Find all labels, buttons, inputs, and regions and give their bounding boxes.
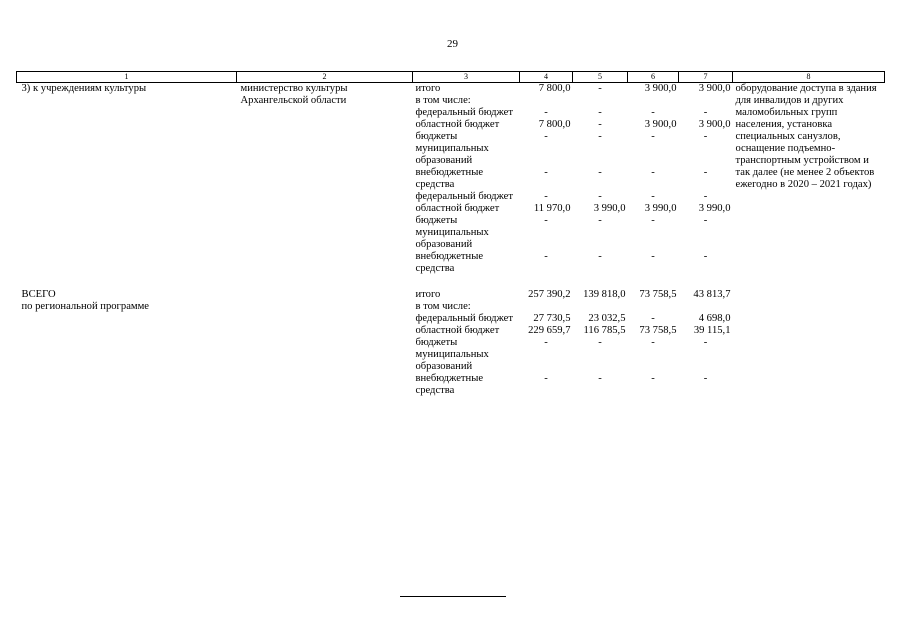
source-label: бюджеты муниципальных образований: [415, 337, 489, 372]
value-c7: -: [703, 107, 708, 118]
col-header-8: 8: [733, 72, 885, 83]
source-label: федеральный бюджет: [415, 191, 514, 202]
value-c7: 3 990,0: [698, 203, 731, 214]
activity-note: оборудование доступа в здания для инвалидов и других маломобильных групп населения, установка специальных санузлов, оснащение подъемно-транспортным устройством и так далее (не менее 2 объектов ежегодно в 2020 – 2021 годах): [735, 83, 877, 190]
source-label: федеральный бюджет: [415, 313, 514, 324]
col-header-7: 7: [679, 72, 733, 83]
section-gap: [17, 275, 885, 289]
source-label: областной бюджет: [415, 325, 500, 336]
value-c6: 3 990,0: [644, 203, 677, 214]
value-c5: -: [598, 107, 602, 118]
source-label: в том числе:: [415, 95, 471, 106]
value-c6: -: [651, 251, 655, 262]
source-label: федеральный бюджет: [415, 107, 514, 118]
value-c7: [679, 301, 733, 313]
value-c7: -: [703, 167, 708, 178]
value-c6: -: [651, 131, 655, 142]
source-label: областной бюджет: [415, 203, 500, 214]
value-c6: [628, 95, 679, 107]
value-c5: -: [598, 167, 602, 178]
value-c4: 7 800,0: [538, 83, 571, 94]
value-c7: 43 813,7: [693, 289, 731, 300]
value-c5: 139 818,0: [583, 289, 626, 300]
value-c5: 116 785,5: [583, 325, 626, 336]
col-header-6: 6: [628, 72, 679, 83]
value-c7: -: [703, 337, 708, 348]
value-c4: -: [544, 215, 548, 226]
column-number-header: [17, 72, 885, 83]
value-c7: -: [703, 215, 708, 226]
footer-rule: [400, 596, 506, 597]
value-c6: -: [651, 313, 655, 324]
section-title: 3) к учреждениям культуры: [21, 83, 147, 94]
total-title-line2: по региональной программе: [21, 301, 150, 312]
value-c7: -: [703, 131, 708, 142]
program-table: [16, 71, 885, 397]
source-label: в том числе:: [415, 301, 471, 312]
value-c4: 7 800,0: [538, 119, 571, 130]
value-c4: 11 970,0: [533, 203, 571, 214]
value-c4: -: [544, 251, 548, 262]
value-c6: -: [651, 373, 655, 384]
value-c4: [520, 95, 573, 107]
value-c5: 3 990,0: [593, 203, 626, 214]
table-row: [17, 289, 885, 301]
value-c5: -: [598, 373, 602, 384]
value-c6: 73 758,5: [639, 289, 677, 300]
value-c7: [679, 95, 733, 107]
value-c4: [520, 301, 573, 313]
page-number: 29: [447, 38, 458, 50]
value-c4: 257 390,2: [528, 289, 571, 300]
total-title-line1: ВСЕГО: [21, 289, 56, 300]
value-c4: -: [544, 131, 548, 142]
value-c6: -: [651, 167, 655, 178]
value-c4: -: [544, 107, 548, 118]
value-c7: -: [703, 191, 708, 202]
value-c7: -: [703, 373, 708, 384]
value-c4: -: [544, 191, 548, 202]
total-section: [17, 289, 885, 397]
value-c5: -: [598, 337, 602, 348]
value-c5: -: [598, 119, 602, 130]
value-c6: 3 900,0: [644, 83, 677, 94]
value-c6: 73 758,5: [639, 325, 677, 336]
value-c4: 27 730,5: [533, 313, 571, 324]
value-c7: -: [703, 251, 708, 262]
source-label: внебюджетные средства: [415, 373, 484, 396]
col-header-3: 3: [413, 72, 520, 83]
value-c6: -: [651, 337, 655, 348]
responsible-ministry: министерство культуры Архангельской области: [240, 83, 348, 106]
source-label: итого: [415, 289, 441, 300]
value-c5: -: [598, 215, 602, 226]
value-c6: 3 900,0: [644, 119, 677, 130]
value-c5: -: [598, 131, 602, 142]
col-header-1: 1: [17, 72, 237, 83]
value-c5: [573, 301, 628, 313]
value-c5: -: [598, 251, 602, 262]
source-label: областной бюджет: [415, 119, 500, 130]
source-label: бюджеты муниципальных образований: [415, 215, 489, 250]
source-label: итого: [415, 83, 441, 94]
value-c4: -: [544, 337, 548, 348]
value-c6: -: [651, 215, 655, 226]
col-header-2: 2: [237, 72, 413, 83]
culture-section: [17, 83, 885, 276]
table-row: [17, 83, 885, 96]
col-header-5: 5: [573, 72, 628, 83]
value-c4: -: [544, 373, 548, 384]
value-c7: 3 900,0: [698, 119, 731, 130]
value-c7: 39 115,1: [693, 325, 731, 336]
activity-note-empty: [733, 289, 885, 397]
source-label: внебюджетные средства: [415, 167, 484, 190]
value-c4: 229 659,7: [528, 325, 571, 336]
value-c4: -: [544, 167, 548, 178]
value-c5: [573, 95, 628, 107]
value-c5: -: [598, 191, 602, 202]
col-header-4: 4: [520, 72, 573, 83]
source-label: внебюджетные средства: [415, 251, 484, 274]
value-c6: [628, 301, 679, 313]
value-c5: 23 032,5: [588, 313, 626, 324]
total-title: [17, 289, 237, 397]
value-c5: -: [598, 83, 602, 94]
value-c6: -: [651, 191, 655, 202]
value-c7: 4 698,0: [698, 313, 731, 324]
source-label: бюджеты муниципальных образований: [415, 131, 489, 166]
total-ministry-empty: [237, 289, 413, 397]
value-c7: 3 900,0: [698, 83, 731, 94]
value-c6: -: [651, 107, 655, 118]
